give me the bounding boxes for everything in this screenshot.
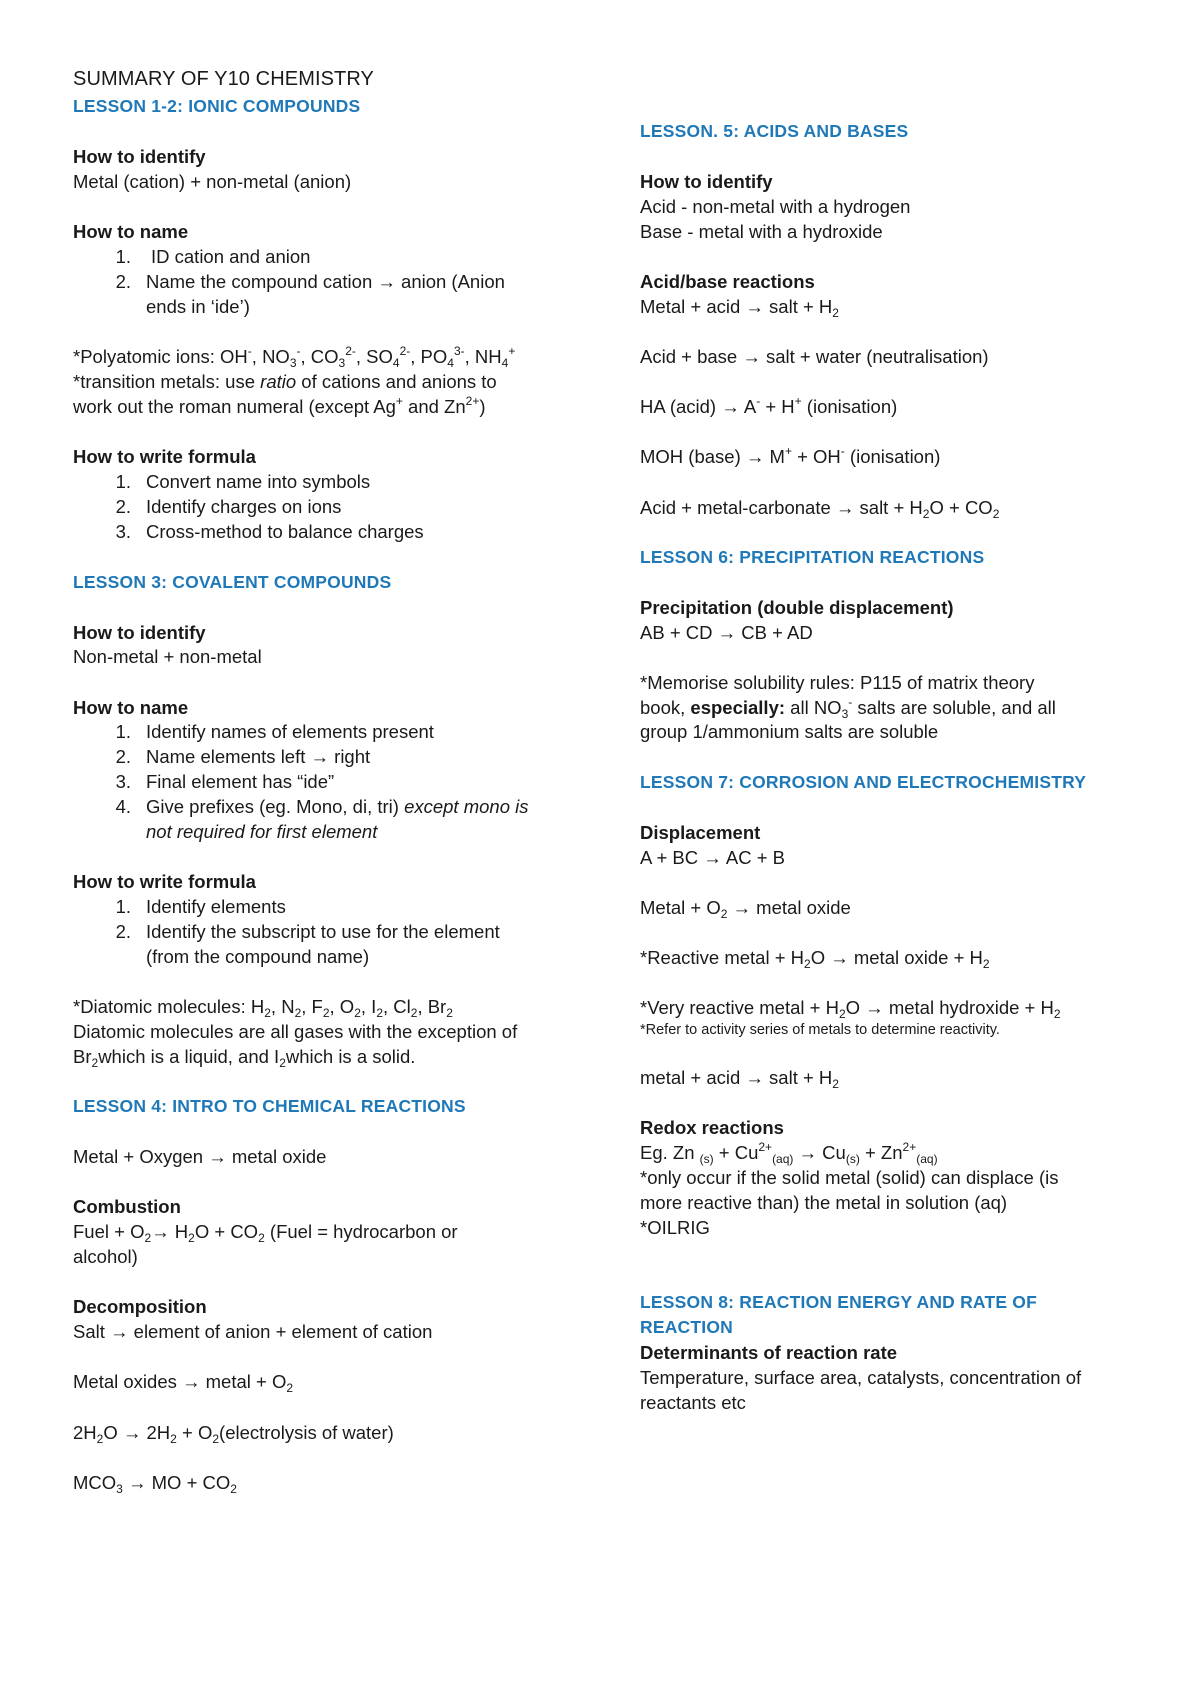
decomposition-heading: Decomposition xyxy=(73,1296,207,1317)
transition-metals-line-1: *transition metals: use ratio of cations and anions to xyxy=(73,371,497,392)
l5-identify-heading: How to identify xyxy=(640,171,773,192)
base-ionisation-line: MOH (base) → M+ + OH- (ionisation) xyxy=(640,444,941,467)
combustion-line-1: Fuel + $O_2\to H_2O + CO_2$ (Fuel = hydrocarbon or xyxy=(73,1221,458,1245)
l3-identify-text: Non-metal + non-metal xyxy=(73,646,262,667)
rate-determinants-line-2: reactants etc xyxy=(640,1392,746,1413)
acid-carbonate-line: Acid + metal-carbonate → salt + $H_2O + CO_2$ xyxy=(640,497,1000,521)
l5-identify-base: Base - metal with a hydroxide xyxy=(640,221,883,242)
combustion-heading: Combustion xyxy=(73,1196,181,1217)
very-reactive-metal-line: *Very reactive metal + $H_2O$ → metal hydroxide + $H_2$ xyxy=(640,997,1061,1021)
solubility-line-3: group 1/ammonium salts are soluble xyxy=(640,721,939,742)
decomposition-line-2: Metal oxides → metal + $O_2$ xyxy=(73,1371,294,1395)
page-title: SUMMARY OF Y10 CHEMISTRY xyxy=(73,68,374,90)
displacement-heading: Displacement xyxy=(640,822,761,843)
l12-identify-text: Metal (cation) + non-metal (anion) xyxy=(73,171,352,192)
activity-series-note: *Refer to activity series of metals to determine reactivity. xyxy=(640,1022,1000,1038)
metal-oxygen-line: Metal + Oxygen → metal oxide xyxy=(73,1146,327,1167)
l12-identify-heading: How to identify xyxy=(73,146,206,167)
metal-oxide-line: Metal + $O_2$ → metal oxide xyxy=(640,897,851,921)
diatomic-line-2: Diatomic molecules are all gases with the exception of xyxy=(73,1021,518,1042)
list-item-continuation: (from the compound name) xyxy=(146,946,370,967)
l3-name-heading: How to name xyxy=(73,697,189,718)
lesson-5-heading: LESSON. 5: ACIDS AND BASES xyxy=(640,121,909,141)
redox-note-line-1: *only occur if the solid metal (solid) can displace (is xyxy=(640,1167,1059,1188)
precipitation-heading: Precipitation (double displacement) xyxy=(640,597,954,618)
diatomic-line-1: *Diatomic molecules: $H_2$, $N_2$, $F_2$, $O_2$, $I_2$, $Cl_2$, $Br_2$ xyxy=(73,996,453,1020)
l5-identify-acid: Acid - non-metal with a hydrogen xyxy=(640,196,911,217)
metal-acid-line-2: metal + acid → salt + $H_2$ xyxy=(640,1067,839,1091)
lesson-3-heading: LESSON 3: COVALENT COMPOUNDS xyxy=(73,572,392,592)
list-item-continuation: ends in ‘ide’) xyxy=(146,296,250,317)
transition-metals-line-2: work out the roman numeral (except Ag+ and $Zn^{2+}$) xyxy=(73,394,486,417)
redox-heading: Redox reactions xyxy=(640,1117,784,1138)
decomposition-line-4: $MCO_3$ → MO + $CO_2$ xyxy=(73,1472,237,1496)
l12-formula-heading: How to write formula xyxy=(73,446,256,467)
redox-example: Eg. Zn $_{(s)} + Cu^{2+}_{(aq)} \to Cu_{(s)} + Zn^{2+}_{(aq)}$ xyxy=(640,1140,938,1166)
diatomic-line-3: $Br_2which$ is a liquid, and $I_2which$ is a solid. xyxy=(73,1046,416,1070)
lesson-4-heading: LESSON 4: INTRO TO CHEMICAL REACTIONS xyxy=(73,1096,466,1116)
l3-identify-heading: How to identify xyxy=(73,622,206,643)
polyatomic-ions-line: *Polyatomic ions: OH-, $NO_3^-$, $CO_3^{2-}$, $SO_4^{2-}$, $PO_4^{3-}$, $NH_4^+$ xyxy=(73,344,516,370)
rate-determinants-line-1: Temperature, surface area, catalysts, concentration of xyxy=(640,1367,1082,1388)
lesson-8-heading-line-1: LESSON 8: REACTION ENERGY AND RATE OF xyxy=(640,1292,1037,1312)
l12-name-heading: How to name xyxy=(73,221,189,242)
neutralisation-line: Acid + base → salt + water (neutralisation) xyxy=(640,346,989,367)
redox-note-line-2: more reactive than) the metal in solution (aq) xyxy=(640,1192,1008,1213)
displacement-equation: A + BC → AC + B xyxy=(640,847,785,868)
rate-determinants-heading: Determinants of reaction rate xyxy=(640,1342,898,1363)
reactive-metal-line: *Reactive metal + $H_2O$ → metal oxide + $H_2$ xyxy=(640,947,990,971)
l3-formula-heading: How to write formula xyxy=(73,871,256,892)
lesson-1-2-heading: LESSON 1-2: IONIC COMPOUNDS xyxy=(73,96,361,116)
oilrig-note: *OILRIG xyxy=(640,1217,710,1238)
acid-base-reactions-heading: Acid/base reactions xyxy=(640,271,815,292)
decomposition-line-3: $2H_2O \to 2H_2$ + $O_2(electrolysis$ of water) xyxy=(73,1422,394,1446)
metal-acid-line: Metal + acid → salt + $H_2$ xyxy=(640,296,839,320)
acid-ionisation-line: HA (acid) → A- + H+ (ionisation) xyxy=(640,394,898,417)
precipitation-equation: AB + CD → CB + AD xyxy=(640,622,813,643)
combustion-line-2: alcohol) xyxy=(73,1246,138,1267)
lesson-6-heading: LESSON 6: PRECIPITATION REACTIONS xyxy=(640,547,985,567)
document-page: SUMMARY OF Y10 CHEMISTRY LESSON 1-2: IONIC COMPOUNDS How to identify Metal (cation) + non-metal (anion) How to name 1. ID cation and anion 2. Name the compound cation → anion (Anion ends in ‘ide’) *Polyatomic ions: OH-, $NO_3^-$, $CO_3^{2-}$, $SO_4^{2-}$, $PO_4^{3-}$, $NH_4^+$ *transition metals: use ratio of cations and anions to work out the roman numeral (except Ag+ and $Zn^{2+}$) How to write formula 1. Convert name into symbols 2. Identify charges on ions 3. Cross-method to balance charges LESSON 3: COVALENT COMPOUNDS How to identify Non-metal + non-metal How to name 1. Identify names of elements present 2. Name elements left → right 3. Final element has “ide” 4. Give prefixes (eg. Mono, di, tri) except mono is not required for first element How to write formula 1. Identify elements 2. Identify the subscript to use for the element (from the compound name) *Diatomic molecules: $H_2$, $N_2$, $F_2$, $O_2$, $I_2$, $Cl_2$, $Br_2$ Diatomic molecules are all gases with the exception of $Br_2which$ is a liquid, and $I_2which$ is a solid. LESSON 4: INTRO TO CHEMICAL REACTIONS Metal + Oxygen → metal oxide Combustion Fuel + $O_2\to H_2O + CO_2$ (Fuel = hydrocarbon or alcohol) Decomposition Salt → element of anion + element of cation Metal oxides → metal + $O_2$ $2H_2O \to 2H_2$ + $O_2(electrolysis$ of water) $MCO_3$ → MO + $CO_2$ LESSON. 5: ACIDS AND BASES How to identify Acid - non-metal with a hydrogen Base - metal with a hydroxide Acid/base reactions Metal + acid → salt + $H_2$ Acid + base → salt + water (neutralisation) HA (acid) → A- + H+ (ionisation) MOH (base) → M+ + OH- (ionisation) Acid + metal-carbonate → salt + $H_2O + CO_2$ LESSON 6: PRECIPITATION REACTIONS Precipitation (double displacement) AB + CD → CB + AD *Memorise solubility rules: P115 of matrix theory book, especially: all $NO_3^-$ salts are soluble, and all group 1/ammonium salts are soluble LESSON 7: CORROSION AND ELECTROCHEMISTRY Displacement A + BC → AC + B Metal + $O_2$ → metal oxide *Reactive metal + $H_2O$ → metal oxide + $H_2$ *Very reactive metal + $H_2O$ → metal hydroxide + $H_2$ *Refer to activity series of metals to determine reactivity. metal + acid → salt + $H_2$ Redox reactions Eg. Zn $_{(s)} + Cu^{2+}_{(aq)} \to Cu_{(s)} + Zn^{2+}_{(aq)}$ *only occur if the solid metal (solid) can displace (is more reactive than) the metal in solution (aq) *OILRIG LESSON 8: REACTION ENERGY AND RATE OF REACTION Determinants of reaction rate Temperature, surface area, catalysts, concentration of reactants etc xyxy=(0,0,1200,1696)
list-item-continuation: not required for first element xyxy=(146,821,378,842)
lesson-8-heading-line-2: REACTION xyxy=(640,1317,733,1337)
solubility-line-2: book, especially: all $NO_3^-$ salts are soluble, and all xyxy=(640,695,1056,721)
solubility-line-1: *Memorise solubility rules: P115 of matrix theory xyxy=(640,672,1035,693)
decomposition-line-1: Salt → element of anion + element of cation xyxy=(73,1321,433,1342)
lesson-7-heading: LESSON 7: CORROSION AND ELECTROCHEMISTRY xyxy=(640,772,1087,792)
